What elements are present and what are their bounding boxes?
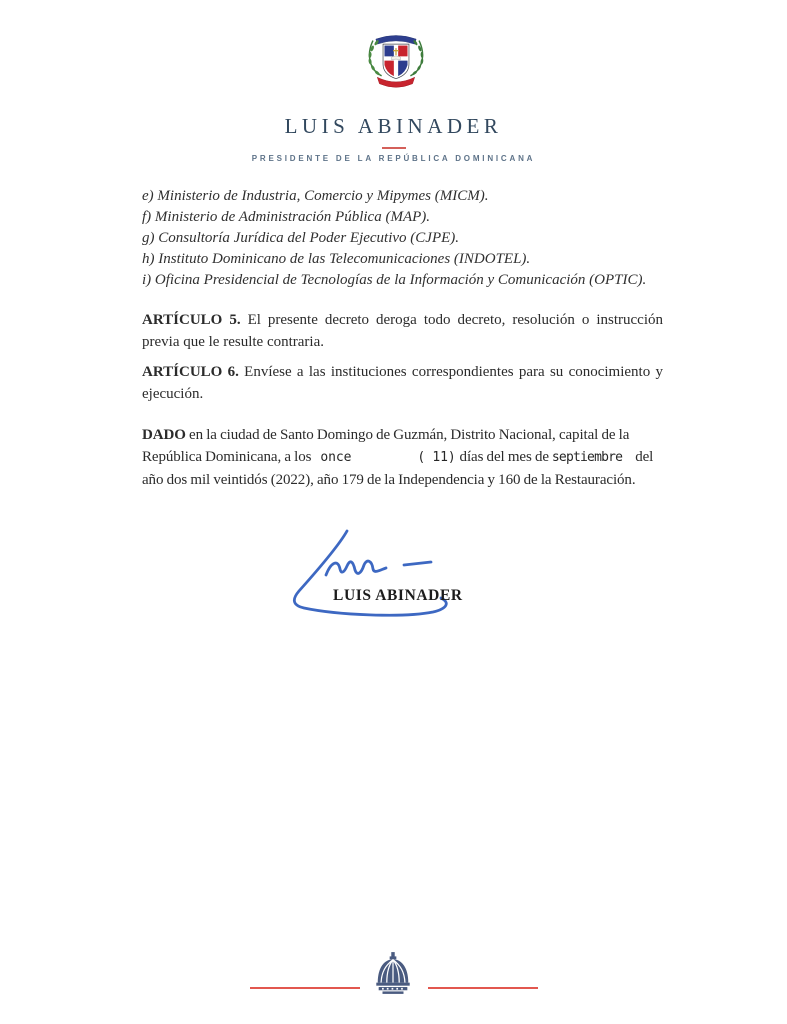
list-item-label: h) (142, 251, 155, 267)
filled-day-word: once (320, 450, 352, 465)
dado-closing-paragraph (142, 424, 663, 491)
palace-dome-icon (372, 952, 414, 998)
list-item-text: Ministerio de Industria, Comercio y Mipymes (MICM). (157, 188, 489, 204)
dado-line2-suffix: del (635, 449, 654, 465)
list-item (142, 270, 663, 291)
list-item (142, 228, 663, 249)
dado-line-3: año dos mil veintidós (2022), año 179 de la Independencia y 160 de la Restauración. (142, 472, 636, 488)
header-president-name: LUIS ABINADER (284, 114, 503, 138)
signature-block (281, 527, 471, 622)
article-6-text: Envíese a las instituciones correspondientes para su conocimiento y ejecución. (142, 364, 663, 402)
list-item (142, 186, 663, 207)
signature-stroke-icon (281, 527, 471, 622)
signature-printed-name: LUIS ABINADER (333, 587, 463, 604)
footer-divider-left (250, 987, 360, 989)
dominican-coat-of-arms-icon (360, 30, 432, 100)
dado-bold-word: DADO (142, 427, 186, 443)
list-item (142, 207, 663, 228)
list-item-text: Consultoría Jurídica del Poder Ejecutivo (CJPE). (158, 230, 460, 246)
institutions-list (142, 186, 663, 291)
dado-line2-prefix: República Dominicana, a los (142, 449, 312, 465)
header-subtitle: PRESIDENTE DE LA REPÚBLICA DOMINICANA (251, 154, 536, 163)
article-5-text: El presente decreto deroga todo decreto, resolución o instrucción previa que le resulte contraria. (142, 312, 664, 350)
list-item-label: g) (142, 230, 155, 246)
dado-line-2 (142, 446, 663, 469)
list-item-text: Ministerio de Administración Pública (MAP). (154, 209, 431, 225)
filled-day-number: ( 11) (417, 450, 456, 465)
list-item-label: i) (142, 272, 152, 288)
filled-month: septiembre (551, 450, 623, 465)
list-item-label: e) (142, 188, 154, 204)
dado-line-1 (142, 424, 663, 446)
document-body (142, 186, 663, 491)
dado-line1-text: en la ciudad de Santo Domingo de Guzmán, Distrito Nacional, capital de la (189, 427, 630, 443)
list-item-label: f) (142, 209, 152, 225)
article-5-paragraph (142, 310, 663, 353)
footer-divider-right (428, 987, 538, 989)
article-6-heading: ARTÍCULO 6. (142, 364, 239, 380)
header-red-rule (382, 147, 406, 149)
list-item-text: Instituto Dominicano de las Telecomunicaciones (INDOTEL). (158, 251, 531, 267)
dado-line2-middle: días del mes de (459, 449, 549, 465)
list-item (142, 249, 663, 270)
article-6-paragraph (142, 362, 663, 405)
list-item-text: Oficina Presidencial de Tecnologías de la Información y Comunicación (OPTIC). (154, 272, 647, 288)
article-5-heading: ARTÍCULO 5. (142, 312, 241, 328)
